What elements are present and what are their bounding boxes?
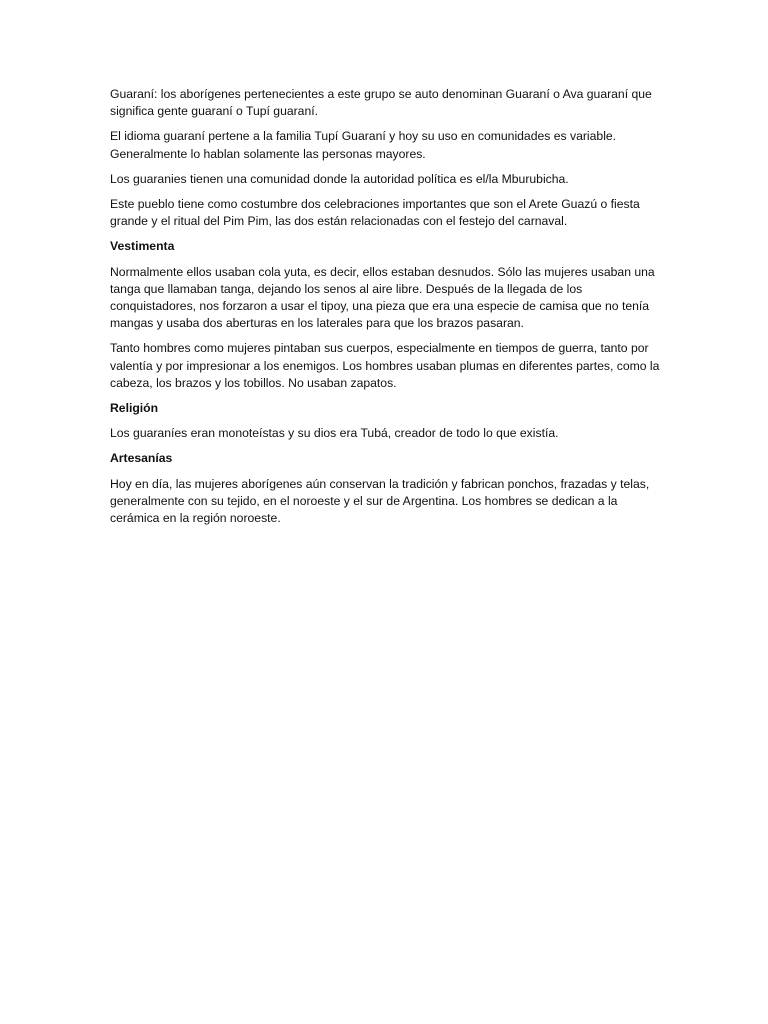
heading-artesanias: Artesanías	[110, 451, 173, 466]
paragraph-autoridad: Los guaranies tienen una comunidad donde la autoridad política es el/la Mburubicha.	[110, 171, 569, 186]
paragraph-idioma: El idioma guaraní pertene a la familia Tupí Guaraní y hoy su uso en comunidades es variable. Generalmente lo hablan solamente las personas mayores.	[110, 129, 617, 161]
paragraph-vestimenta-1: Normalmente ellos usaban cola yuta, es decir, ellos estaban desnudos. Sólo las mujeres usaban una tanga que llamaban tanga, dejando los senos al aire libre. Después de la llegada de los conquistadores, nos forzaron a usar el tipoy, una pieza que era una especie de camisa que no tenía mangas y usaba dos aberturas en los laterales para que los brazos pasaran.	[110, 264, 655, 331]
paragraph-vestimenta-2: Tanto hombres como mujeres pintaban sus cuerpos, especialmente en tiempos de guerra, tanto por valentía y por impresionar a los enemigos. Los hombres usaban plumas en diferentes partes, como la cabeza, los brazos y los tobillos. No usaban zapatos.	[110, 341, 660, 390]
paragraph-artesanias: Hoy en día, las mujeres aborígenes aún conservan la tradición y fabrican ponchos, frazadas y telas, generalmente con su tejido, en el noroeste y el sur de Argentina. Los hombres se dedican a la cerámica en la región noroeste.	[110, 476, 650, 526]
paragraph-celebraciones: Este pueblo tiene como costumbre dos celebraciones importantes que son el Arete Guazú o fiesta grande y el ritual del Pim Pim, las dos están relacionadas con el festejo del carnaval.	[110, 197, 640, 229]
heading-religion: Religión	[110, 401, 159, 416]
heading-vestimenta: Vestimenta	[110, 239, 175, 254]
document-page	[110, 86, 660, 535]
paragraph-intro-guarani: Guaraní: los aborígenes pertenecientes a este grupo se auto denominan Guaraní o Ava guaraní que significa gente guaraní o Tupí guaraní.	[110, 87, 652, 119]
paragraph-religion: Los guaraníes eran monoteístas y su dios era Tubá, creador de todo lo que existía.	[110, 426, 559, 441]
